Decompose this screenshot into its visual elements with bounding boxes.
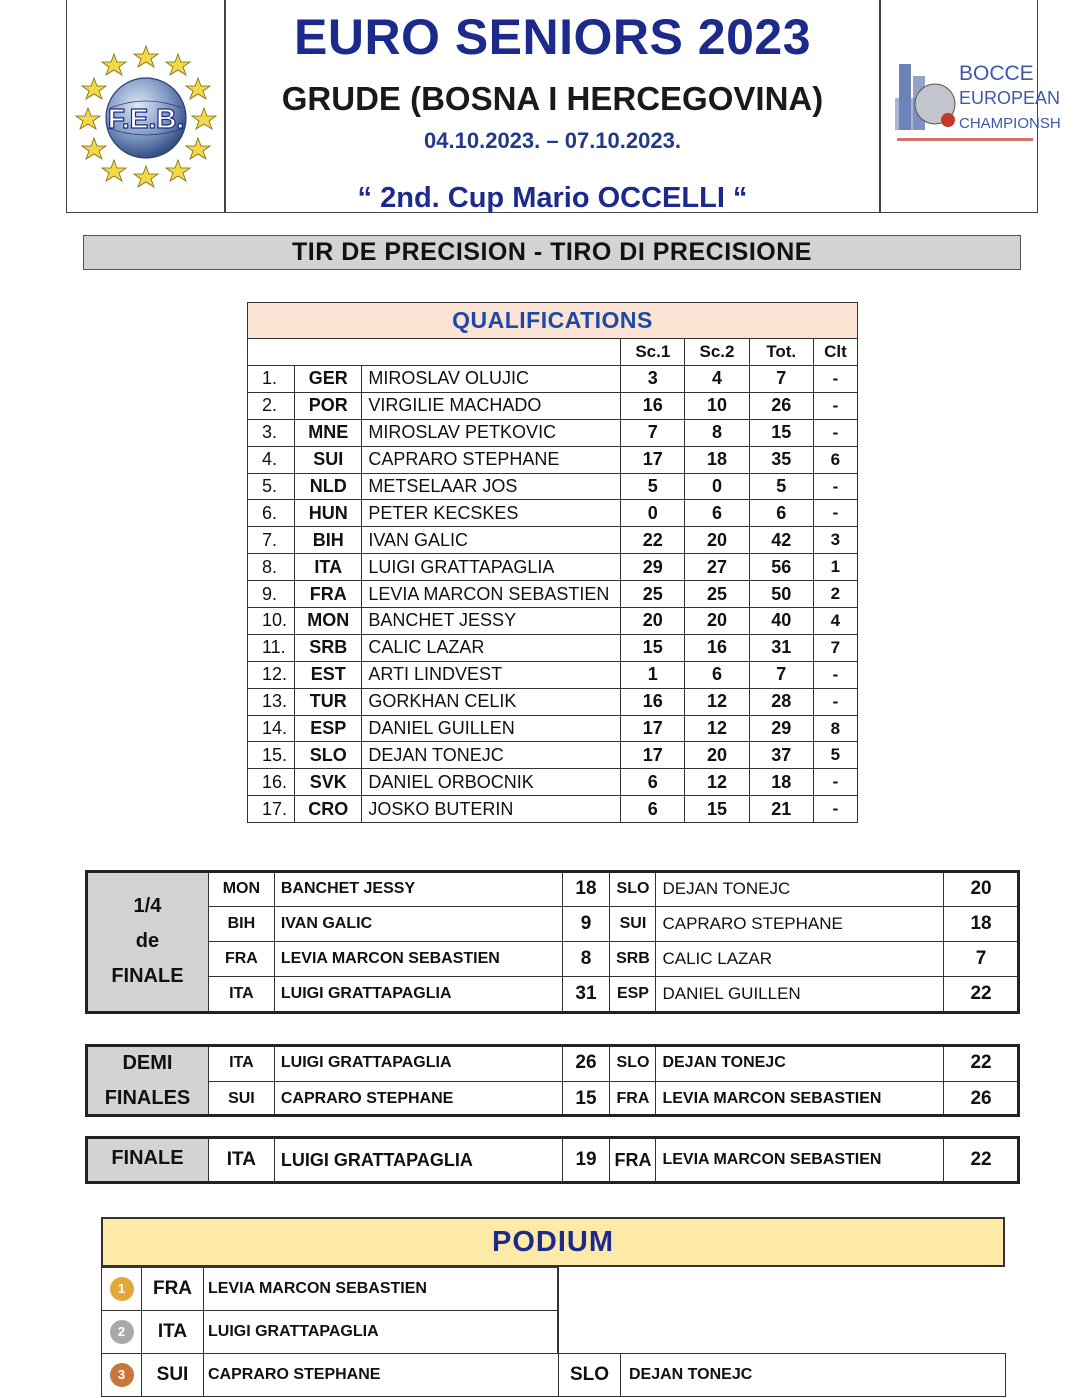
rank-cell: 10. <box>248 608 295 635</box>
qualification-row <box>248 715 858 742</box>
score2-cell: 18 <box>685 446 749 473</box>
nation-cell: SVK <box>295 769 362 796</box>
sf-name2: LEVIA MARCON SEBASTIEN <box>656 1081 944 1117</box>
qf-name2: CAPRARO STEPHANE <box>656 907 944 942</box>
bocce-logo-emblem <box>893 58 1061 150</box>
gold-medal-icon: 1 <box>110 1277 134 1301</box>
podium-title: PODIUM <box>101 1217 1005 1267</box>
score1-cell: 7 <box>621 419 685 446</box>
nation-cell: GER <box>295 366 362 393</box>
qf-nat1: MON <box>208 872 274 907</box>
player-name-cell: ARTI LINDVEST <box>362 661 621 688</box>
nation-cell: MON <box>295 608 362 635</box>
nation-cell: BIH <box>295 527 362 554</box>
score2-cell: 12 <box>685 715 749 742</box>
classification-cell: - <box>813 688 857 715</box>
qualification-row <box>248 742 858 769</box>
medal-gold-cell <box>102 1268 142 1311</box>
qualifications-title: QUALIFICATIONS <box>248 303 858 339</box>
qf-name1: LEVIA MARCON SEBASTIEN <box>274 942 562 977</box>
total-cell: 29 <box>749 715 813 742</box>
bronze-medal-icon: 3 <box>110 1363 134 1387</box>
qf-nat2: ESP <box>610 977 656 1012</box>
podium-divider <box>557 1267 558 1353</box>
col-sc1: Sc.1 <box>621 339 685 366</box>
rank-cell: 12. <box>248 661 295 688</box>
total-cell: 50 <box>749 581 813 608</box>
classification-cell: - <box>813 473 857 500</box>
qualification-row <box>248 527 858 554</box>
score2-cell: 15 <box>685 796 749 823</box>
player-name-cell: METSELAAR JOS <box>362 473 621 500</box>
qf-nat1: FRA <box>208 942 274 977</box>
score1-cell: 5 <box>621 473 685 500</box>
qf-score1: 8 <box>562 942 610 977</box>
score2-cell: 20 <box>685 742 749 769</box>
qualification-row <box>248 661 858 688</box>
sf-score1: 26 <box>562 1046 610 1082</box>
qualification-row <box>248 500 858 527</box>
classification-cell: 8 <box>813 715 857 742</box>
score2-cell: 0 <box>685 473 749 500</box>
bocce-logo-line2: EUROPEAN <box>959 88 1061 108</box>
qf-score2: 22 <box>944 977 1019 1012</box>
cup-name: “ 2nd. Cup Mario OCCELLI “ <box>357 182 748 214</box>
classification-cell: - <box>813 419 857 446</box>
player-name-cell: VIRGILIE MACHADO <box>362 392 621 419</box>
qf-name1: BANCHET JESSY <box>274 872 562 907</box>
event-location: GRUDE (BOSNA I HERCEGOVINA) <box>281 80 824 117</box>
sf-nat2: FRA <box>610 1081 656 1117</box>
final-name1: LUIGI GRATTAPAGLIA <box>274 1138 562 1183</box>
score1-cell: 6 <box>621 796 685 823</box>
qf-score1: 18 <box>562 872 610 907</box>
player-name-cell: DANIEL ORBOCNIK <box>362 769 621 796</box>
event-title: EURO SENIORS 2023 <box>293 9 812 65</box>
rank-cell: 15. <box>248 742 295 769</box>
total-cell: 18 <box>749 769 813 796</box>
player-name-cell: CAPRARO STEPHANE <box>362 446 621 473</box>
score1-cell: 29 <box>621 554 685 581</box>
nation-cell: SRB <box>295 634 362 661</box>
classification-cell: 4 <box>813 608 857 635</box>
feb-logo <box>74 42 218 190</box>
score1-cell: 17 <box>621 446 685 473</box>
qf-nat2: SLO <box>610 872 656 907</box>
rank-cell: 9. <box>248 581 295 608</box>
score1-cell: 25 <box>621 581 685 608</box>
podium-name: LEVIA MARCON SEBASTIEN <box>204 1268 559 1311</box>
qualification-row <box>248 581 858 608</box>
qualification-row <box>248 392 858 419</box>
col-clt: Clt <box>813 339 857 366</box>
score2-cell: 20 <box>685 608 749 635</box>
nation-cell: FRA <box>295 581 362 608</box>
score2-cell: 10 <box>685 392 749 419</box>
qualification-row <box>248 446 858 473</box>
final-table <box>86 1137 1019 1183</box>
rank-cell: 13. <box>248 688 295 715</box>
rank-cell: 17. <box>248 796 295 823</box>
final-label: FINALE <box>87 1138 209 1183</box>
rank-cell: 2. <box>248 392 295 419</box>
qualification-row <box>248 634 858 661</box>
event-dates: 04.10.2023. – 07.10.2023. <box>424 128 681 153</box>
qf-name1: LUIGI GRATTAPAGLIA <box>274 977 562 1012</box>
quarterfinal-label: 1/4 de FINALE <box>87 872 209 1012</box>
qualifications-body <box>248 366 858 823</box>
classification-cell: - <box>813 769 857 796</box>
player-name-cell: DANIEL GUILLEN <box>362 715 621 742</box>
nation-cell: NLD <box>295 473 362 500</box>
qualification-row <box>248 473 858 500</box>
semifinals-table <box>86 1045 1019 1117</box>
score1-cell: 17 <box>621 742 685 769</box>
total-cell: 7 <box>749 661 813 688</box>
podium-nat: FRA <box>142 1268 204 1311</box>
player-name-cell: GORKHAN CELIK <box>362 688 621 715</box>
classification-cell: 5 <box>813 742 857 769</box>
rank-cell: 1. <box>248 366 295 393</box>
final-score1: 19 <box>562 1138 610 1183</box>
total-cell: 26 <box>749 392 813 419</box>
rank-cell: 3. <box>248 419 295 446</box>
qualification-row <box>248 608 858 635</box>
player-name-cell: JOSKO BUTERIN <box>362 796 621 823</box>
classification-cell: 7 <box>813 634 857 661</box>
total-cell: 31 <box>749 634 813 661</box>
score1-cell: 0 <box>621 500 685 527</box>
sf-nat1: SUI <box>208 1081 274 1117</box>
podium-nat: SUI <box>142 1354 204 1397</box>
player-name-cell: LUIGI GRATTAPAGLIA <box>362 554 621 581</box>
qf-nat1: BIH <box>208 907 274 942</box>
nation-cell: SUI <box>295 446 362 473</box>
qf-name1: IVAN GALIC <box>274 907 562 942</box>
total-cell: 6 <box>749 500 813 527</box>
nation-cell: SLO <box>295 742 362 769</box>
score1-cell: 20 <box>621 608 685 635</box>
medal-silver-cell <box>102 1311 142 1354</box>
score1-cell: 1 <box>621 661 685 688</box>
medal-bronze-cell <box>102 1354 142 1397</box>
rank-cell: 8. <box>248 554 295 581</box>
score2-cell: 6 <box>685 500 749 527</box>
sf-name2: DEJAN TONEJC <box>656 1046 944 1082</box>
total-cell: 5 <box>749 473 813 500</box>
total-cell: 28 <box>749 688 813 715</box>
total-cell: 7 <box>749 366 813 393</box>
total-cell: 37 <box>749 742 813 769</box>
score2-cell: 8 <box>685 419 749 446</box>
col-tot: Tot. <box>749 339 813 366</box>
podium-name-b: DEJAN TONEJC <box>621 1354 1006 1397</box>
nation-cell: ITA <box>295 554 362 581</box>
qf-score1: 31 <box>562 977 610 1012</box>
player-name-cell: CALIC LAZAR <box>362 634 621 661</box>
total-cell: 35 <box>749 446 813 473</box>
score2-cell: 27 <box>685 554 749 581</box>
podium-table <box>101 1267 1006 1397</box>
discipline-title: TIR DE PRECISION - TIRO DI PRECISIONE <box>83 235 1021 270</box>
score1-cell: 15 <box>621 634 685 661</box>
classification-cell: 3 <box>813 527 857 554</box>
rank-cell: 5. <box>248 473 295 500</box>
qf-score2: 20 <box>944 872 1019 907</box>
score2-cell: 20 <box>685 527 749 554</box>
qf-score2: 7 <box>944 942 1019 977</box>
qualification-row <box>248 688 858 715</box>
classification-cell: - <box>813 392 857 419</box>
nation-cell: MNE <box>295 419 362 446</box>
qualification-row <box>248 419 858 446</box>
rank-cell: 4. <box>248 446 295 473</box>
rank-cell: 16. <box>248 769 295 796</box>
nation-cell: HUN <box>295 500 362 527</box>
player-name-cell: MIROSLAV OLUJIC <box>362 366 621 393</box>
rank-cell: 6. <box>248 500 295 527</box>
podium-name: LUIGI GRATTAPAGLIA <box>204 1311 559 1354</box>
qualification-row <box>248 554 858 581</box>
qualification-row <box>248 796 858 823</box>
sf-nat1: ITA <box>208 1046 274 1082</box>
qf-name2: CALIC LAZAR <box>656 942 944 977</box>
player-name-cell: BANCHET JESSY <box>362 608 621 635</box>
total-cell: 15 <box>749 419 813 446</box>
sf-score2: 22 <box>944 1046 1019 1082</box>
sf-name1: LUIGI GRATTAPAGLIA <box>274 1046 562 1082</box>
qf-nat2: SRB <box>610 942 656 977</box>
score2-cell: 25 <box>685 581 749 608</box>
sf-score2: 26 <box>944 1081 1019 1117</box>
player-name-cell: DEJAN TONEJC <box>362 742 621 769</box>
rank-cell: 7. <box>248 527 295 554</box>
qf-nat1: ITA <box>208 977 274 1012</box>
score2-cell: 12 <box>685 688 749 715</box>
player-name-cell: IVAN GALIC <box>362 527 621 554</box>
classification-cell: 1 <box>813 554 857 581</box>
podium-nat-b: SLO <box>559 1354 621 1397</box>
score2-cell: 12 <box>685 769 749 796</box>
qualification-row <box>248 366 858 393</box>
score1-cell: 6 <box>621 769 685 796</box>
header-divider-right <box>879 0 881 213</box>
rank-cell: 14. <box>248 715 295 742</box>
col-sc2: Sc.2 <box>685 339 749 366</box>
nation-cell: ESP <box>295 715 362 742</box>
feb-logo-text: F.E.B. <box>107 103 185 134</box>
podium-nat: ITA <box>142 1311 204 1354</box>
qualification-row <box>248 769 858 796</box>
player-name-cell: MIROSLAV PETKOVIC <box>362 419 621 446</box>
total-cell: 21 <box>749 796 813 823</box>
player-name-cell: PETER KECSKES <box>362 500 621 527</box>
classification-cell: - <box>813 796 857 823</box>
score1-cell: 16 <box>621 688 685 715</box>
qf-name2: DEJAN TONEJC <box>656 872 944 907</box>
score2-cell: 4 <box>685 366 749 393</box>
total-cell: 40 <box>749 608 813 635</box>
feb-logo-emblem <box>74 42 218 190</box>
sf-score1: 15 <box>562 1081 610 1117</box>
final-name2: LEVIA MARCON SEBASTIEN <box>656 1138 944 1183</box>
podium-name: CAPRARO STEPHANE <box>204 1354 559 1397</box>
quarterfinals-table <box>86 871 1019 1012</box>
classification-cell: - <box>813 500 857 527</box>
sf-nat2: SLO <box>610 1046 656 1082</box>
score1-cell: 16 <box>621 392 685 419</box>
nation-cell: EST <box>295 661 362 688</box>
semifinal-label: DEMI FINALES <box>87 1046 209 1117</box>
nation-cell: TUR <box>295 688 362 715</box>
score1-cell: 3 <box>621 366 685 393</box>
qf-score1: 9 <box>562 907 610 942</box>
qf-score2: 18 <box>944 907 1019 942</box>
bocce-logo-line3: CHAMPIONSH <box>959 115 1061 132</box>
final-nat2: FRA <box>610 1138 656 1183</box>
final-nat1: ITA <box>208 1138 274 1183</box>
score2-cell: 6 <box>685 661 749 688</box>
silver-medal-icon: 2 <box>110 1320 134 1344</box>
classification-cell: 2 <box>813 581 857 608</box>
bocce-european-logo <box>893 58 1061 150</box>
score2-cell: 16 <box>685 634 749 661</box>
total-cell: 56 <box>749 554 813 581</box>
score1-cell: 17 <box>621 715 685 742</box>
sf-name1: CAPRARO STEPHANE <box>274 1081 562 1117</box>
qf-nat2: SUI <box>610 907 656 942</box>
qualifications-table <box>247 302 858 823</box>
total-cell: 42 <box>749 527 813 554</box>
score1-cell: 22 <box>621 527 685 554</box>
rank-cell: 11. <box>248 634 295 661</box>
classification-cell: - <box>813 366 857 393</box>
classification-cell: 6 <box>813 446 857 473</box>
final-score2: 22 <box>944 1138 1019 1183</box>
nation-cell: POR <box>295 392 362 419</box>
player-name-cell: LEVIA MARCON SEBASTIEN <box>362 581 621 608</box>
bocce-logo-line1: BOCCE <box>959 62 1034 85</box>
nation-cell: CRO <box>295 796 362 823</box>
classification-cell: - <box>813 661 857 688</box>
qf-name2: DANIEL GUILLEN <box>656 977 944 1012</box>
